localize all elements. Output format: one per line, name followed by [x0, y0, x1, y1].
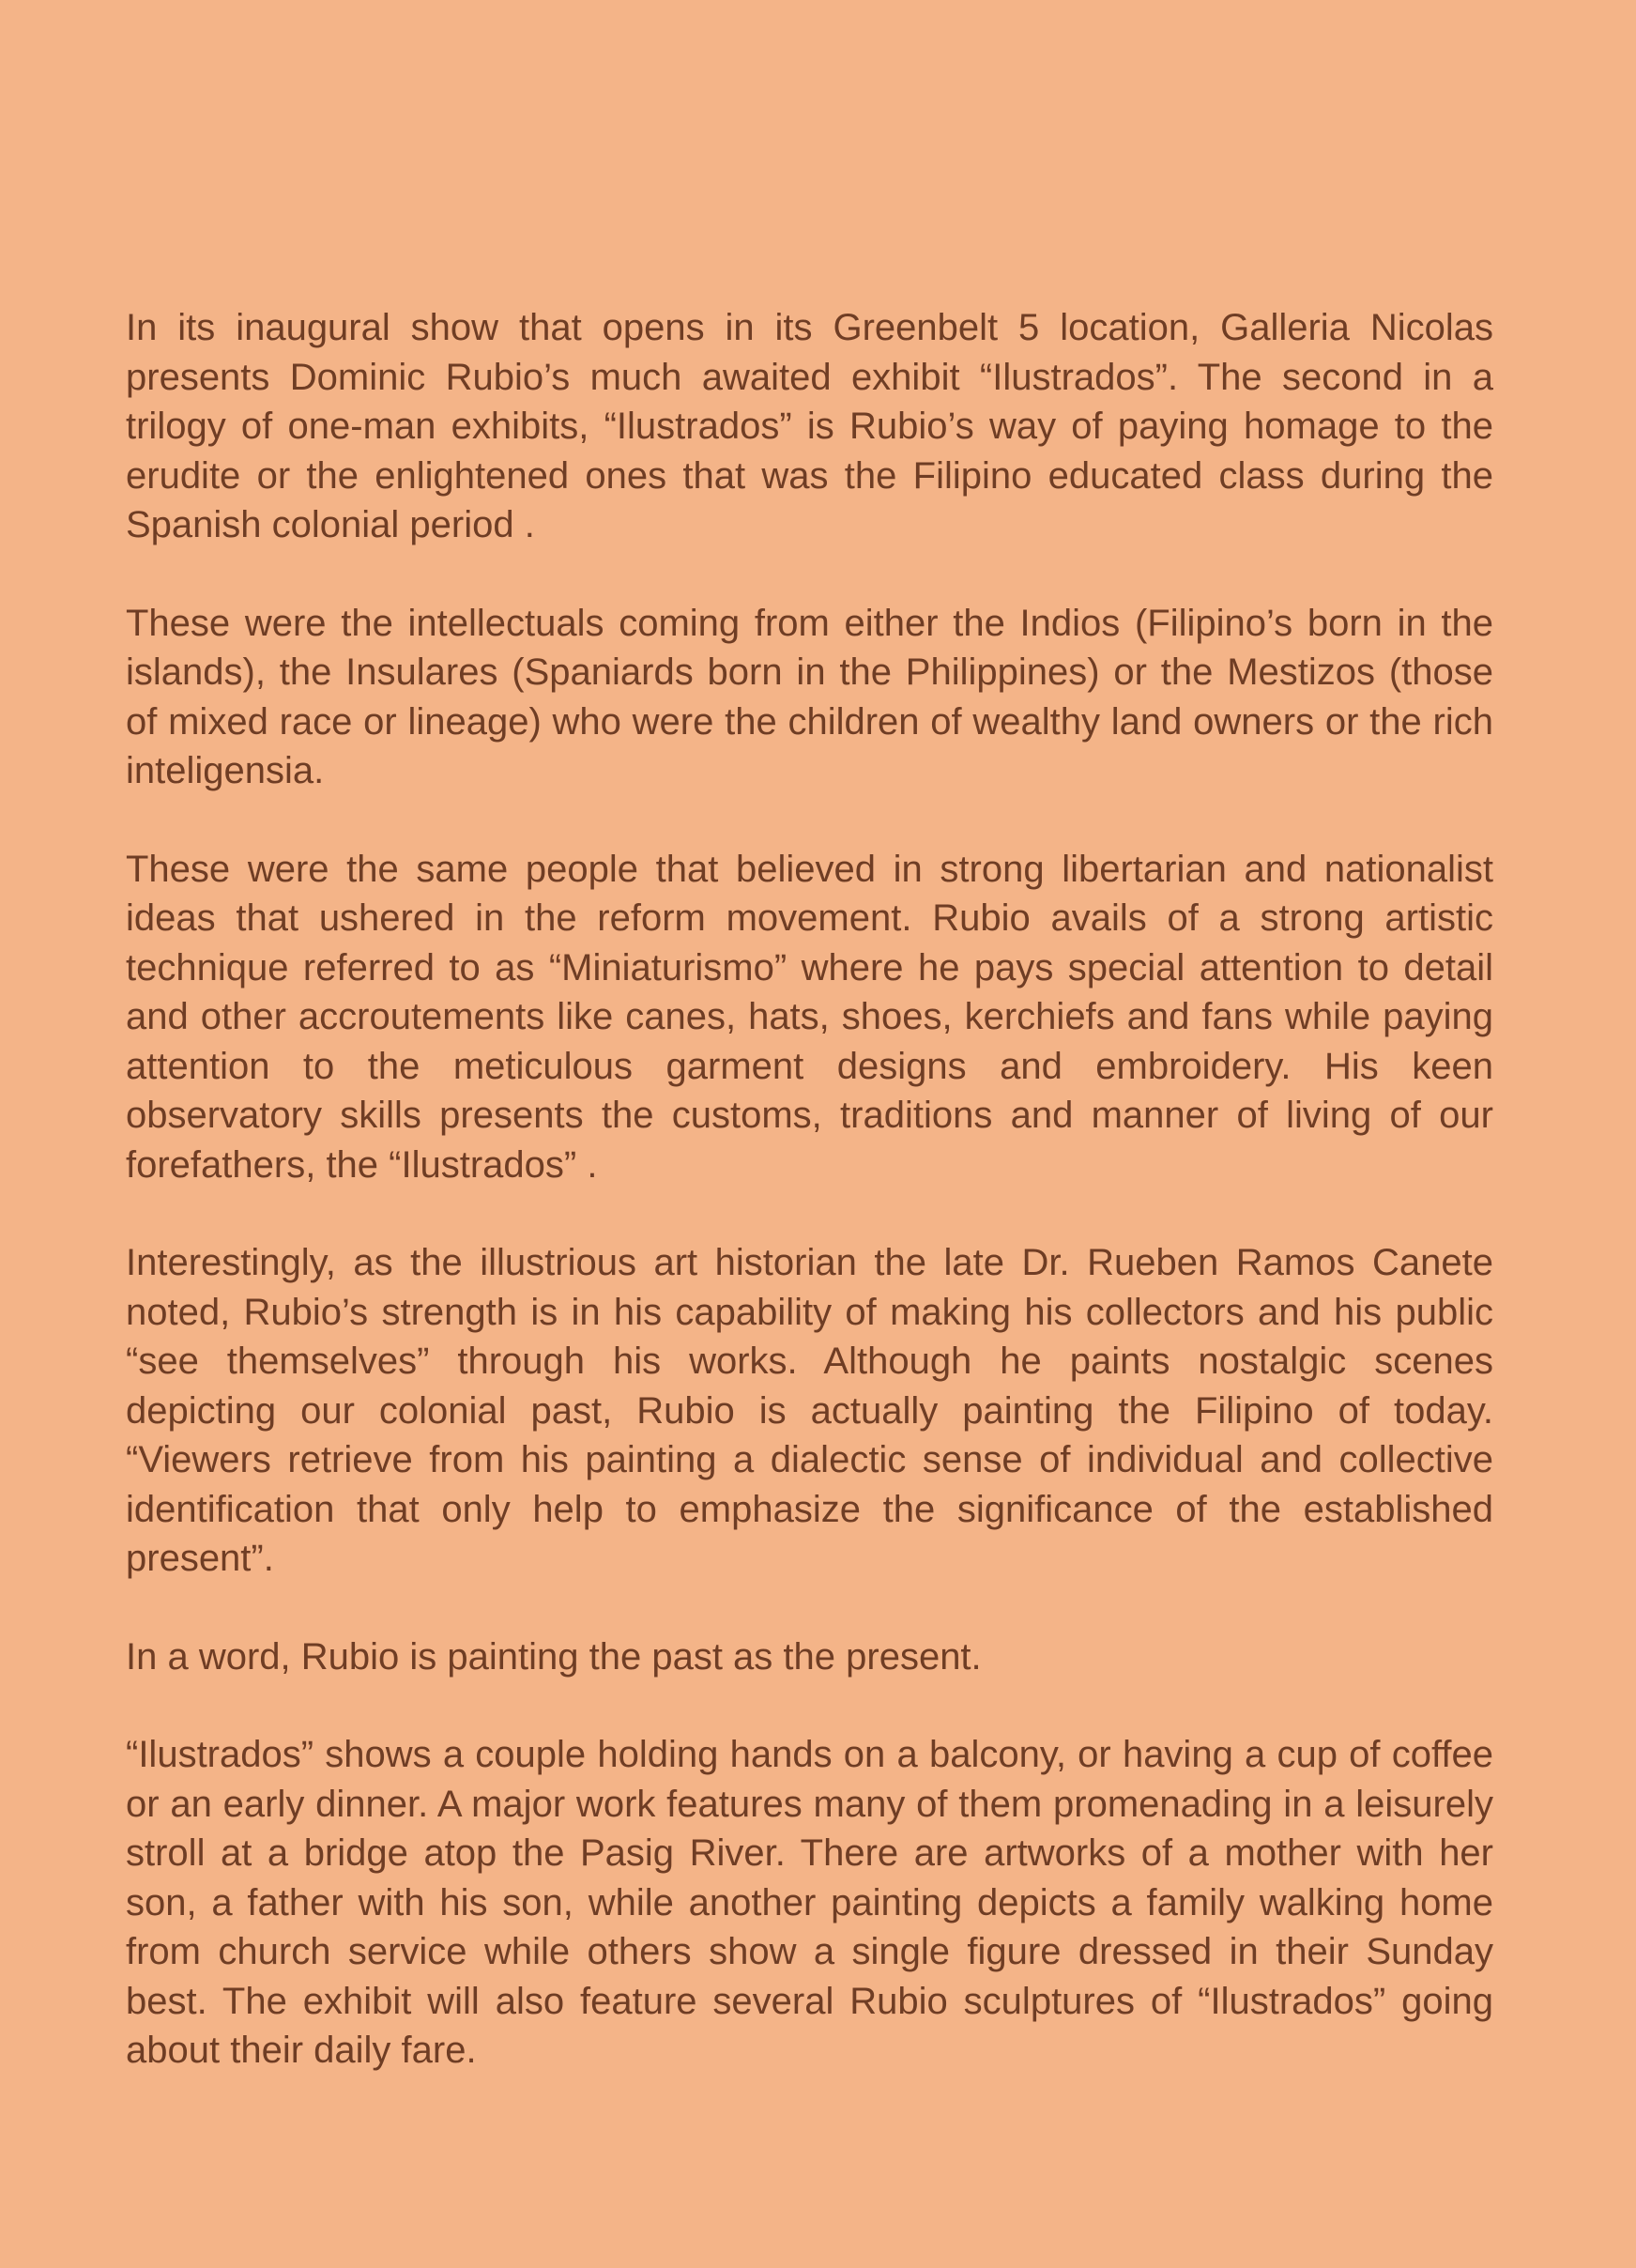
- article-body: [126, 303, 1493, 2076]
- paragraph-inaugural-show: In its inaugural show that opens in its Greenbelt 5 location, Galleria Nicolas presents Dominic Rubio’s much awaited exhibit “Ilustrados”. The second in a trilogy of one-man exhibits, “Ilustrados” is Rubio’s way of paying homage to the erudite or the enlightened ones that was the Filipino educated class during the Spanish colonial period .: [126, 307, 1493, 545]
- paragraph-intellectuals: These were the intellectuals coming from either the Indios (Filipino’s born in the islands), the Insulares (Spaniards born in the Philippines) or the Mestizos (those of mixed race or lineage) who were the children of wealthy land owners or the rich inteligensia.: [126, 602, 1493, 791]
- paragraph-summary: In a word, Rubio is painting the past as the present.: [126, 1635, 982, 1678]
- paragraph-reform-movement: These were the same people that believed in strong libertarian and nationalist ideas that ushered in the reform movement. Rubio avails of a strong artistic technique referred to as “Miniaturismo” where he pays special attention to detail and other accroutements like canes, hats, shoes, kerchiefs and fans while paying attention to the meticulous garment designs and embroidery. His keen observatory skills presents the customs, traditions and manner of living of our forefathers, the “Ilustrados” .: [126, 848, 1493, 1186]
- paragraph-art-historian: Interestingly, as the illustrious art historian the late Dr. Rueben Ramos Canete noted, Rubio’s strength is in his capability of making his collectors and his public “see themselves” through his works. Although he paints nostalgic scenes depicting our colonial past, Rubio is actually painting the Filipino of today. “Viewers retrieve from his painting a dialectic sense of individual and collective identification that only help to emphasize the significance of the established present”.: [126, 1242, 1493, 1579]
- paragraph-exhibit-works: “Ilustrados” shows a couple holding hands on a balcony, or having a cup of coffee or an early dinner. A major work features many of them promenading in a leisurely stroll at a bridge atop the Pasig River. There are artworks of a mother with her son, a father with his son, while another painting depicts a family walking home from church service while others show a single figure dressed in their Sunday best. The exhibit will also feature several Rubio sculptures of “Ilustrados” going about their daily fare.: [126, 1734, 1493, 2071]
